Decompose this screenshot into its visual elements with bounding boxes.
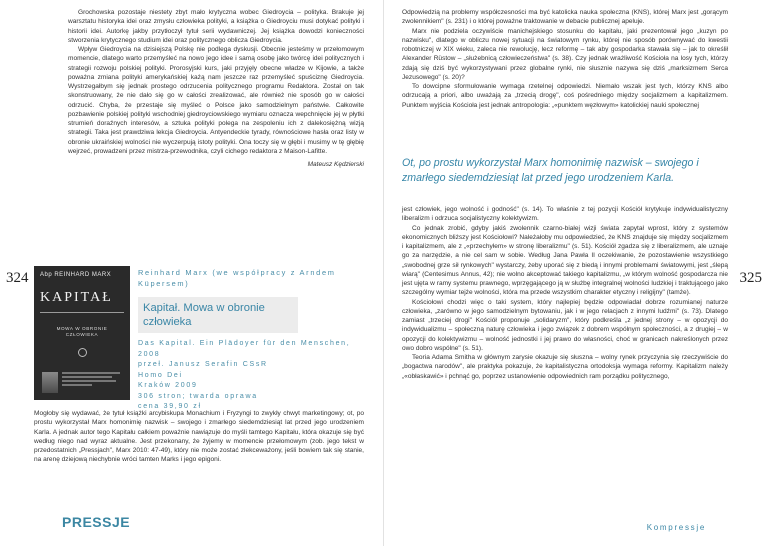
paragraph: Teoria Adama Smitha w głównym zarysie okazuje się słuszna – wolny rynek przyczynia się rzeczywiście do „bogactwa narodów", ale praktyka pokazuje, że kapitalistyczna ortodoksja wymaga reformy. Kapitalizm należy „«obłaskawić» i pchnąć go, poprzez ustanowienie odpowiednich ram porządku politycznego, (402, 354, 728, 380)
paragraph: Marx nie podziela oczywiście manichejskiego stosunku do kapitału, jaki prezentował jego „kuzyn po nazwisku", dlatego w obliczu nowej sytuacji na światowym rynku, której nie sposób porównywać do kwestii robotniczej w XIX wieku, zaleca nie rewolucję, lecz reformę – tak aby gospodarka stawała się – jak to określił Alexander Rüstow – „służebnicą człowieczeństwa" (s. 38). Czy jednak wrażliwość Kościoła na losy tych, którzy zdają się dziś być wykorzystywani przez globalne rynki, nie słusznie nazywa się dziś „marksizmem Serca Jezusowego" (s. 20)? (402, 27, 728, 81)
pull-quote: Ot, po prostu wykorzystał Marx homonimię nazwisk – swojego i zmarłego siedemdziesiąt lat przed jego urodzeniem Karla. (402, 157, 699, 184)
paragraph: Wpływ Giedroycia na dzisiejszą Polskę nie podlega dyskusji. Obecnie jesteśmy w przełomowym momencie, dlatego warto przemyśleć na nowo jego idee i samą osobę jako twórcę idei politycznych i strategii rozwoju polskiej polityki. Prorosyjski kurs, jaki przyjęły obecne władze w Kijowie, a także poważna zmiana polityki amerykańskiej każą nam jeszcze raz przemyśleć spuściznę Giedroycia. Wystrzegałbym się jednak prostego odrzucenia politycznego programu Redaktora. Został on tak skonstruowany, że nie dało się go w całości zrealizować, ale również nie sposób go w całości odrzucić. Chyba, że przestaje się myśleć o Polsce jako samodzielnym państwie. Całkowite pozbawienie polskiej polityki wschodniej giedroyciowskiego wymiaru oznacza wepchnięcie jej w płytki strumień doraźnych interesów, a sztuka polityki polega na zespoleniu ich z dalekosiężną wizją strategii. Taka jest prawdziwa lekcja Giedroycia. Antyendeckie tyrady, równościowe hasła oraz listy w obronie ukraińskiej wolności nie wyczerpują istoty polityki. Ona toczy się w głębi i musimy w tę głębię wejrzeć, prowadzeni przez mistrza-przewodnika, czyli cichego redaktora z Maison-Lafitte. (68, 46, 364, 155)
book-detail-line: Homo Dei (138, 371, 183, 379)
paragraph: To dowcipne sformułowanie wymaga rzetelnej odpowiedzi. Niemało wszak jest tych, którzy KNS albo odrzucają a priori, albo uważają za „trzecią drogę", coś pośredniego między socjalizmem a kapitalizmem. Punktem wyjścia Kościoła jest jednak antropologia: „«punktem węzłowym» katolickiej nauki społecznej (402, 83, 728, 109)
book-cover-title: KAPITAŁ (40, 290, 113, 305)
book-author-line: Reinhard Marx (we współpracy z Arndem Küpersem) (138, 268, 336, 288)
author-photo (42, 372, 58, 393)
article-signature: Mateusz Kędzierski (307, 161, 364, 168)
paragraph: Mogłoby się wydawać, że tytuł książki arcybiskupa Monachium i Fryzyngi to zwykły chwyt marketingowy; ot, po prostu wykorzystał Marx homonimię nazwisk – swojego i zmarłego siedemdziesiąt lat przed jego urodzeniem Karla. A jednak autor tego Kapitału całkiem poważnie nawiązuje do myśli tamtego Kapitału, która okazuje się być według niego nad wyraz aktualne. Jest przekonany, że żyjemy w momencie przełomowym (zob. jego tekst w przedostatnich „Pressjach", Marx 2010: 47-49), który nie może zostać zlekceważony, jeśli bowiem tak się stanie, na arenę dziejową niechybnie wróci tamten Marks i jego epigoni. (34, 410, 364, 464)
book-details (138, 339, 372, 413)
paragraph: Grochowska pozostaje niestety zbyt mało krytyczna wobec Giedroycia – polityka. Brakuje jej warsztatu historyka idei oraz zmysłu człowieka polityki, a książka o Giedroyciu musi dotykać polityki i historii idei. Autorkę jakby przytłoczył tytuł serii wydawniczej. Jej książka dowodzi konieczności stworzenia krytycznego studium idei oraz politycznego oblicza Giedroycia. (68, 9, 364, 44)
book-cover-image (34, 266, 130, 400)
book-detail-line: Das Kapital. Ein Plädoyer für den Menschen, 2008 (138, 340, 351, 358)
book-detail-line: Kraków 2009 (138, 382, 198, 389)
right-bottom-text (402, 205, 728, 381)
book-detail-line: 306 stron; twarda oprawa (138, 392, 258, 400)
book-detail-line: przeł. Janusz Serafin CSsR (138, 361, 268, 368)
left-bottom-text (34, 409, 364, 465)
page-number-left: 324 (6, 270, 29, 286)
paragraph: jest człowiek, jego wolność i godność" (s. 14). To właśnie z tej pozycji Kościół krytykuje indywidualistyczny liberalizm i odrzuca socjalistyczny kolektywizm. (402, 206, 728, 223)
book-metadata (138, 268, 372, 413)
book-cover-rule (40, 312, 124, 313)
right-page (384, 0, 768, 546)
book-cover-subtitle-line: MOWA W OBRONIE (56, 326, 108, 331)
book-cover-blurb (62, 372, 124, 388)
right-top-text (402, 8, 728, 110)
pressje-logo: PRESSJE (62, 514, 131, 530)
section-footer: Kompressje (646, 523, 706, 532)
paragraph: Co jednak zrobić, gdyby jakiś zwolennik czarno-białej wizji świata zapytał wprost, który z systemów ekonomicznych bliższy jest Kościołowi? Należałoby mu odpowiedzieć, że KNS znajduje się między socjalizmem i kapitalizmem, ale z „«przechyłem» w stronę liberalizmu" (s. 51). Kościół zgadza się z liberalizmem, ale uznaje go za narzędzie, a nie cel sam w sobie. Według Jana Pawła II oczekiwanie, że pozostawienie wszystkiego „swobodnej grze sił rynkowych" wystarczy, żeby uporać się z biedą i innymi problemami światowymi, jest „ślepą wiarą" (Centesimus Annus, 42); nie wolno akceptować takiego kapitalizmu, „w którym wolność gospodarcza nie jest ujęta w ramy systemu prawnego, wprzęgającego ją w służbę integralnej wolności ludzkiej i traktującego jako szczególny wymiar tejże wolności, która ma przede wszystkim charakter etyczny i religijny" (tamże). (402, 224, 728, 297)
publisher-logo-icon (78, 348, 87, 357)
paragraph: Odpowiedzią na problemy współczesności ma być katolicka nauka społeczna (KNS), której Marx jest „gorącym zwolennikiem" (s. 231) i o której poważne traktowanie w debacie publicznej apeluje. (402, 9, 728, 26)
book-title: Kapitał. Mowa w obronie człowieka (143, 302, 265, 328)
book-cover-subtitle-line: CZŁOWIEKA (65, 332, 99, 337)
left-top-text (68, 8, 364, 169)
book-cover-subtitle (34, 326, 130, 338)
book-title-box (138, 297, 298, 333)
paragraph: Kościołowi chodzi więc o taki system, który najlepiej będzie odpowiadał dobrze rozumianej naturze człowieka, „zarówno w jego samodzielnym bytowaniu, jak i w jego relacjach z innymi ludźmi" (s. 73). Dlatego zamiast „trzeciej drogi" Kościół proponuje „solidaryzm", który podkreśla „z jednej strony – w opozycji do indywidualizmu – społeczną naturę człowieka i jego związek z dobrem wspólnym społeczności, a z drugiej – w opozycji do kolektywizmu – wolność jednostki i jej prawo do własności, choć w granicach nakreślonych przez owo dobro wspólne" (s. 51). (402, 298, 728, 352)
book-detail-line: cena 39,90 zł (138, 403, 202, 410)
book-cover-author: Abp REINHARD MARX (40, 272, 112, 278)
page-number-right: 325 (739, 270, 762, 286)
